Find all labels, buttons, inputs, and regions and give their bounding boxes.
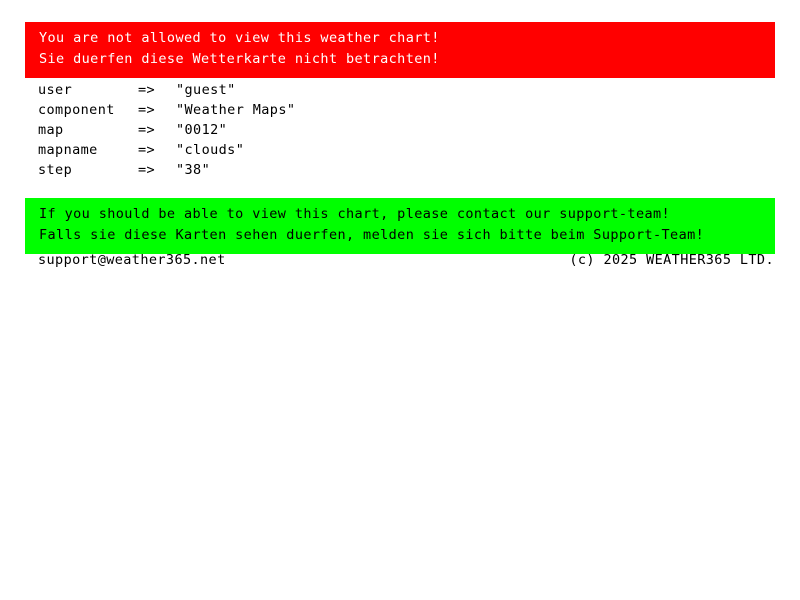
param-key-user: user <box>38 82 73 98</box>
param-key-component: component <box>38 102 115 118</box>
param-arrow: => <box>138 122 156 138</box>
error-message-de: Sie duerfen diese Wetterkarte nicht betrachten! <box>39 51 440 67</box>
support-message-de: Falls sie diese Karten sehen duerfen, melden sie sich bitte beim Support-Team! <box>39 227 705 243</box>
param-value-map: "0012" <box>176 122 228 138</box>
copyright-notice: (c) 2025 WEATHER365 LTD. <box>569 252 774 268</box>
param-arrow: => <box>138 102 156 118</box>
error-message-en: You are not allowed to view this weather chart! <box>39 30 440 46</box>
param-key-map: map <box>38 122 64 138</box>
table-row <box>38 120 778 140</box>
footer <box>38 250 774 270</box>
param-value-component: "Weather Maps" <box>176 102 296 118</box>
param-arrow: => <box>138 142 156 158</box>
parameter-list <box>38 80 778 180</box>
table-row <box>38 100 778 120</box>
table-row <box>38 160 778 180</box>
support-message-en: If you should be able to view this chart, please contact our support-team! <box>39 206 671 222</box>
param-value-step: "38" <box>176 162 211 178</box>
error-banner <box>25 22 775 78</box>
support-banner <box>25 198 775 254</box>
param-arrow: => <box>138 82 156 98</box>
param-key-step: step <box>38 162 73 178</box>
param-value-mapname: "clouds" <box>176 142 245 158</box>
param-arrow: => <box>138 162 156 178</box>
table-row <box>38 80 778 100</box>
table-row <box>38 140 778 160</box>
param-value-user: "guest" <box>176 82 236 98</box>
support-email-link[interactable]: support@weather365.net <box>38 252 226 268</box>
param-key-mapname: mapname <box>38 142 98 158</box>
